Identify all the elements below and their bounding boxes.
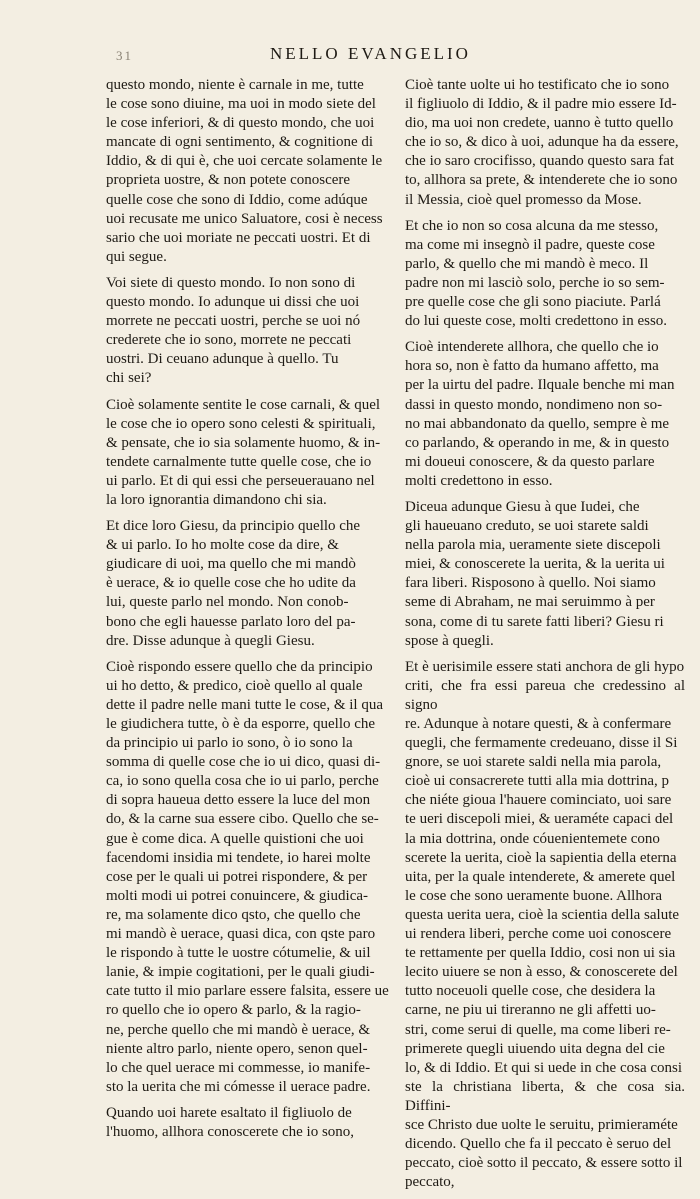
left-column <box>106 76 390 1149</box>
gospel-verse-paragraph: Quando uoi harete esaltato il figliuolo de l'huomo, allhora conoscerete che io sono, <box>106 1104 355 1140</box>
commentary-paragraph: Cioè rispondo essere quello che da principio ui ho detto, & predico, cioè quello al quale dette il padre nelle mani tutte le cose, & il qua le giudichera tutte, ò è da esporre, quello che da principio ui parlo io sono, ò io sono la somma di quelle cose che io ui dico, quasi di- ca, io sono quella cosa che io ui parlo, perche di sopra haueua detto essere la luce del mon do, & la carne sua essere cibo. Quello che se- gue è come dica. A quelle quistioni che uoi facendomi insidia mi tendete, io harei molte cose per le quali ui potrei rispondere, & per molti modi ui potrei conuincere, & giudica- re, ma solamente dico qsto, che quello che mi mandò è uerace, quasi dica, con qste paro le rispondo à tutte le uostre cótumelie, & uil lanie, & impie cogitationi, per le quali giudi- cate tutto il mio parlare essere falsita, essere ue ro quello che io opero & parlo, & la ragio- ne, perche quello che mi mandò è uerace, & niente altro parlo, niente opero, senon quel- lo che quel uerace mi commesse, io manife- sto la uerita che mi cómesse il uerace padre. <box>106 658 389 1095</box>
commentary-paragraph: questo mondo, niente è carnale in me, tutte le cose sono diuine, ma uoi in modo siete del le cose inferiori, & di questo mondo, che uoi mancate di ogni sentimento, & cognitione di Iddio, & di qui è, che uoi cercate solamente le proprieta uostre, & non potete conoscere quelle cose che sono di Iddio, come adúque uoi recusate me unico Saluatore, cosi è necess sario che uoi moriate ne peccati uostri. Et di qui segue. <box>106 77 383 265</box>
running-head: NELLO EVANGELIO <box>270 44 471 63</box>
gospel-verse-paragraph: Diceua adunque Giesu à que Iudei, che gli haueuano creduto, se uoi starete saldi nella parola mia, ueramente siete discepoli miei, & conoscerete la uerita, & la uerita ui fara liberi. Risposono à quello. Noi siamo seme di Abraham, ne mai seruimmo à per sona, come di tu sarete fatti liberi? Giesu ri spose à quegli. <box>405 498 665 649</box>
gospel-verse-paragraph: Voi siete di questo mondo. Io non sono di questo mondo. Io adunque ui dissi che uoi morrete ne peccati uostri, perche se uoi nó crederete che io sono, morrete ne peccati uostri. Di ceuano adunque à quello. Tu chi sei? <box>106 274 361 387</box>
commentary-paragraph: Cioè intenderete allhora, che quello che io hora so, non è fatto da humano affetto, ma per la uirtu del padre. Ilquale benche mi man dassi in questo mondo, nondimeno non so- no mai abbandonato da quello, sempre è me co parlando, & operando in me, & in questo mi doueui conoscere, & da questo parlare molti credettono in esso. <box>405 339 675 489</box>
gospel-verse-paragraph: Et che io non so cosa alcuna da me stesso, ma come mi insegnò il padre, queste cose parlo, & quello che mi mandò è meco. Il padre non mi lasciò solo, perche io so sem- pre quelle cose che gli sono piaciute. Parlá do lui queste cose, molti credettono in esso. <box>405 217 668 330</box>
commentary-paragraph: Cioè solamente sentite le cose carnali, & quel le cose che io opero sono celesti & spirituali, & pensate, che io sia solamente huomo, & in- tendete carnalmente tutte quelle cose, che io ui parlo. Et di qui essi che perseuerauano nel la loro ignorantia dimandono chi sia. <box>106 396 381 508</box>
folio-number: 31 <box>116 48 133 63</box>
right-column <box>405 76 685 1199</box>
gospel-verse-paragraph: Et dice loro Giesu, da principio quello che & ui parlo. Io ho molte cose da dire, & giudicare di uoi, ma quello che mi mandò è uerace, & io quelle cose che ho udite da lui, queste parlo nel mondo. Non conob- bono che egli hauesse parlato loro del pa- dre. Disse adunque à quegli Giesu. <box>106 518 361 649</box>
commentary-paragraph: Et è uerisimile essere stati anchora de gli hypo criti, che fra essi pareua che credessino al signo re. Adunque à notare questi, & à confermare quegli, che fermamente credeuano, disse il Si gnore, se uoi starete saldi nella mia parola, cioè ui consacrerete tutti alla mia dottrina, p che niéte gioua l'hauere cominciato, uoi sare te ueri discepoli miei, & ueraméte capaci del la mia dottrina, onde cóuenientemete cono scerete la uerita, cioè la sapientia della eterna uita, per la quale intenderete, & amerete quel le cose che sono ueramente buone. Allhora questa uerita uera, cioè la scientia della salute ui rendera liberi, perche come uoi conoscere te rettamente per quella Iddio, cosi non ui sia lecito uiuere se non à esso, & conoscerete del tutto noceuoli quelle cose, che desidera la carne, ne piu ui tireranno ne gli affetti uo- stri, come serui di quelle, ma come liberi re- primerete quegli uiuendo uita degna del cie lo, & di Iddio. Et qui si uede in che cosa consi ste la christiana liberta, & che cosa sia. Diffini- sce Christo due uolte le seruitu, primieraméte dicendo. Quello che fa il peccato è seruo del peccato, cioè sotto il peccato, & essere sotto il peccato, <box>405 658 685 1191</box>
commentary-paragraph: Cioè tante uolte ui ho testificato che io sono il figliuolo di Iddio, & il padre mio essere Id- dio, ma uoi non credete, uanno è tutto quello che io so, & dico à uoi, adunque ha da essere, che io saro crocifisso, quando questo sara fat to, allhora sa prete, & intenderete che io sono il Messia, cioè quel promesso da Mose. <box>405 77 679 208</box>
